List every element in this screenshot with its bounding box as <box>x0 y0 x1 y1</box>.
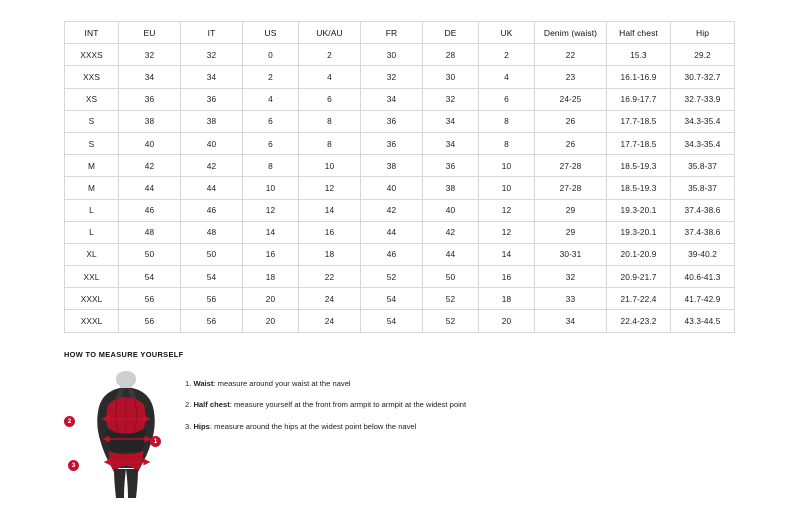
table-cell: 10 <box>243 177 299 199</box>
table-cell: L <box>65 199 119 221</box>
table-header-cell: INT <box>65 22 119 44</box>
table-cell: 2 <box>299 44 361 66</box>
table-cell: 16 <box>299 221 361 243</box>
table-cell: 16 <box>243 243 299 265</box>
table-cell: 14 <box>479 243 535 265</box>
table-cell: 34.3-35.4 <box>671 110 735 132</box>
table-cell: 20 <box>243 310 299 332</box>
size-chart-table-wrapper <box>64 21 734 333</box>
table-cell: 34 <box>119 66 181 88</box>
table-cell: 4 <box>299 66 361 88</box>
table-cell: 2 <box>479 44 535 66</box>
table-cell: 50 <box>423 266 479 288</box>
table-cell: 43.3-44.5 <box>671 310 735 332</box>
table-cell: 46 <box>181 199 243 221</box>
table-cell: 36 <box>423 155 479 177</box>
table-cell: 34 <box>423 132 479 154</box>
mannequin-illustration-icon <box>82 369 174 499</box>
table-cell: 12 <box>479 221 535 243</box>
table-cell: 56 <box>181 288 243 310</box>
mannequin-figure <box>64 369 179 504</box>
table-cell: 35.8-37 <box>671 177 735 199</box>
table-cell: 36 <box>361 110 423 132</box>
table-header-cell: UK <box>479 22 535 44</box>
table-cell: 52 <box>423 288 479 310</box>
table-cell: 34.3-35.4 <box>671 132 735 154</box>
table-row <box>65 177 735 199</box>
table-row <box>65 132 735 154</box>
table-header-cell: Hip <box>671 22 735 44</box>
table-row <box>65 110 735 132</box>
table-header-cell: DE <box>423 22 479 44</box>
table-header-cell: FR <box>361 22 423 44</box>
table-cell: 32 <box>535 266 607 288</box>
table-cell: 42 <box>119 155 181 177</box>
table-cell: 38 <box>119 110 181 132</box>
table-row <box>65 266 735 288</box>
table-row <box>65 44 735 66</box>
table-cell: 34 <box>535 310 607 332</box>
table-cell: 35.8-37 <box>671 155 735 177</box>
table-cell: 0 <box>243 44 299 66</box>
table-cell: XS <box>65 88 119 110</box>
table-cell: 40 <box>361 177 423 199</box>
table-cell: 36 <box>119 88 181 110</box>
table-cell: 36 <box>361 132 423 154</box>
table-header-cell: Denim (waist) <box>535 22 607 44</box>
table-cell: 17.7-18.5 <box>607 132 671 154</box>
table-cell: 18 <box>243 266 299 288</box>
table-cell: 40 <box>423 199 479 221</box>
how-to-measure-section <box>64 350 764 504</box>
table-cell: M <box>65 155 119 177</box>
table-cell: 6 <box>243 132 299 154</box>
table-cell: 29.2 <box>671 44 735 66</box>
table-cell: 32 <box>361 66 423 88</box>
table-cell: 34 <box>423 110 479 132</box>
table-cell: 19.3-20.1 <box>607 221 671 243</box>
measure-instruction-term: Waist <box>193 379 214 388</box>
table-header-row <box>65 22 735 44</box>
table-cell: 6 <box>299 88 361 110</box>
table-cell: M <box>65 177 119 199</box>
table-cell: 17.7-18.5 <box>607 110 671 132</box>
table-row <box>65 155 735 177</box>
table-cell: 2 <box>243 66 299 88</box>
table-cell: 50 <box>181 243 243 265</box>
measure-instruction-text: : measure yourself at the front from armpit to armpit at the widest point <box>229 400 467 410</box>
table-cell: 6 <box>479 88 535 110</box>
table-cell: XXL <box>65 266 119 288</box>
table-row <box>65 199 735 221</box>
table-cell: 36 <box>181 88 243 110</box>
table-row <box>65 221 735 243</box>
table-cell: 54 <box>361 288 423 310</box>
table-cell: XXS <box>65 66 119 88</box>
table-cell: 29 <box>535 199 607 221</box>
table-cell: 37.4-38.6 <box>671 199 735 221</box>
measure-instruction <box>185 379 466 389</box>
table-cell: 22 <box>535 44 607 66</box>
table-cell: 12 <box>299 177 361 199</box>
table-cell: 44 <box>119 177 181 199</box>
table-row <box>65 66 735 88</box>
table-header-cell: Half chest <box>607 22 671 44</box>
table-cell: 30-31 <box>535 243 607 265</box>
table-cell: 20 <box>243 288 299 310</box>
table-cell: XL <box>65 243 119 265</box>
table-cell: 26 <box>535 110 607 132</box>
measure-instruction-text: : measure around your waist at the navel <box>213 379 351 388</box>
table-cell: 52 <box>423 310 479 332</box>
table-cell: 10 <box>299 155 361 177</box>
table-cell: 24 <box>299 310 361 332</box>
table-cell: 6 <box>243 110 299 132</box>
table-cell: 18.5-19.3 <box>607 177 671 199</box>
measure-instruction <box>185 422 466 432</box>
measure-marker-1: 1 <box>150 436 161 447</box>
table-cell: 38 <box>181 110 243 132</box>
table-cell: 40 <box>181 132 243 154</box>
table-cell: 26 <box>535 132 607 154</box>
table-row <box>65 88 735 110</box>
table-header-cell: EU <box>119 22 181 44</box>
table-cell: 39-40.2 <box>671 243 735 265</box>
table-cell: 38 <box>423 177 479 199</box>
table-cell: 42 <box>423 221 479 243</box>
table-cell: 22.4-23.2 <box>607 310 671 332</box>
table-cell: 56 <box>119 310 181 332</box>
table-cell: 44 <box>423 243 479 265</box>
table-cell: 54 <box>181 266 243 288</box>
table-cell: 44 <box>361 221 423 243</box>
table-cell: 32 <box>423 88 479 110</box>
table-cell: 14 <box>243 221 299 243</box>
table-cell: 50 <box>119 243 181 265</box>
table-cell: 19.3-20.1 <box>607 199 671 221</box>
measure-instructions-list <box>179 369 466 443</box>
table-body <box>65 44 735 332</box>
table-cell: 16.9-17.7 <box>607 88 671 110</box>
table-cell: XXXL <box>65 310 119 332</box>
table-cell: 42 <box>361 199 423 221</box>
table-cell: 16.1-16.9 <box>607 66 671 88</box>
table-cell: 8 <box>243 155 299 177</box>
measure-marker-2: 2 <box>64 416 75 427</box>
table-cell: 44 <box>181 177 243 199</box>
table-cell: 40 <box>119 132 181 154</box>
table-cell: 56 <box>119 288 181 310</box>
table-cell: 42 <box>181 155 243 177</box>
table-cell: 48 <box>181 221 243 243</box>
table-cell: S <box>65 110 119 132</box>
table-cell: 34 <box>181 66 243 88</box>
how-to-measure-title: HOW TO MEASURE YOURSELF <box>64 350 184 359</box>
table-cell: 8 <box>299 132 361 154</box>
table-cell: XXXL <box>65 288 119 310</box>
table-header-cell: US <box>243 22 299 44</box>
table-cell: 24 <box>299 288 361 310</box>
table-cell: 4 <box>243 88 299 110</box>
table-cell: 20 <box>479 310 535 332</box>
table-cell: 54 <box>119 266 181 288</box>
table-cell: 38 <box>361 155 423 177</box>
table-header-cell: UK/AU <box>299 22 361 44</box>
measure-instruction-index: 2. <box>185 400 194 410</box>
table-cell: 14 <box>299 199 361 221</box>
table-cell: 27-28 <box>535 177 607 199</box>
table-cell: 32 <box>119 44 181 66</box>
table-cell: 48 <box>119 221 181 243</box>
table-cell: 32.7-33.9 <box>671 88 735 110</box>
table-cell: 32 <box>181 44 243 66</box>
table-cell: 18 <box>299 243 361 265</box>
table-header-cell: IT <box>181 22 243 44</box>
table-cell: 23 <box>535 66 607 88</box>
table-cell: 40.6-41.3 <box>671 266 735 288</box>
table-cell: 8 <box>299 110 361 132</box>
table-cell: 12 <box>243 199 299 221</box>
table-cell: 10 <box>479 155 535 177</box>
table-cell: 41.7-42.9 <box>671 288 735 310</box>
table-cell: 33 <box>535 288 607 310</box>
measure-instruction-text: : measure around the hips at the widest point below the navel <box>209 421 417 431</box>
table-cell: 4 <box>479 66 535 88</box>
table-cell: 28 <box>423 44 479 66</box>
table-cell: 8 <box>479 110 535 132</box>
table-cell: 52 <box>361 266 423 288</box>
measure-instruction <box>185 400 466 410</box>
table-cell: 30 <box>423 66 479 88</box>
table-row <box>65 288 735 310</box>
table-cell: 20.9-21.7 <box>607 266 671 288</box>
table-cell: 46 <box>119 199 181 221</box>
table-cell: 10 <box>479 177 535 199</box>
table-cell: 24-25 <box>535 88 607 110</box>
table-cell: 12 <box>479 199 535 221</box>
table-cell: 8 <box>479 132 535 154</box>
table-cell: 37.4-38.6 <box>671 221 735 243</box>
size-chart-table <box>64 21 735 333</box>
table-cell: 15.3 <box>607 44 671 66</box>
table-cell: 18.5-19.3 <box>607 155 671 177</box>
measure-instruction-term: Hips <box>193 421 210 431</box>
table-cell: L <box>65 221 119 243</box>
table-cell: 46 <box>361 243 423 265</box>
measure-instruction-term: Half chest <box>193 400 230 410</box>
table-cell: 18 <box>479 288 535 310</box>
table-cell: XXXS <box>65 44 119 66</box>
table-cell: 30 <box>361 44 423 66</box>
table-cell: 54 <box>361 310 423 332</box>
table-row <box>65 243 735 265</box>
table-cell: 56 <box>181 310 243 332</box>
measure-instruction-index: 3. <box>185 421 194 431</box>
table-cell: 34 <box>361 88 423 110</box>
table-cell: S <box>65 132 119 154</box>
how-to-measure-body <box>64 369 764 504</box>
table-row <box>65 310 735 332</box>
table-cell: 22 <box>299 266 361 288</box>
table-cell: 29 <box>535 221 607 243</box>
table-cell: 27-28 <box>535 155 607 177</box>
table-cell: 30.7-32.7 <box>671 66 735 88</box>
table-cell: 16 <box>479 266 535 288</box>
measure-instruction-index: 1. <box>185 379 194 388</box>
table-cell: 20.1-20.9 <box>607 243 671 265</box>
measure-marker-3: 3 <box>68 460 79 471</box>
table-cell: 21.7-22.4 <box>607 288 671 310</box>
